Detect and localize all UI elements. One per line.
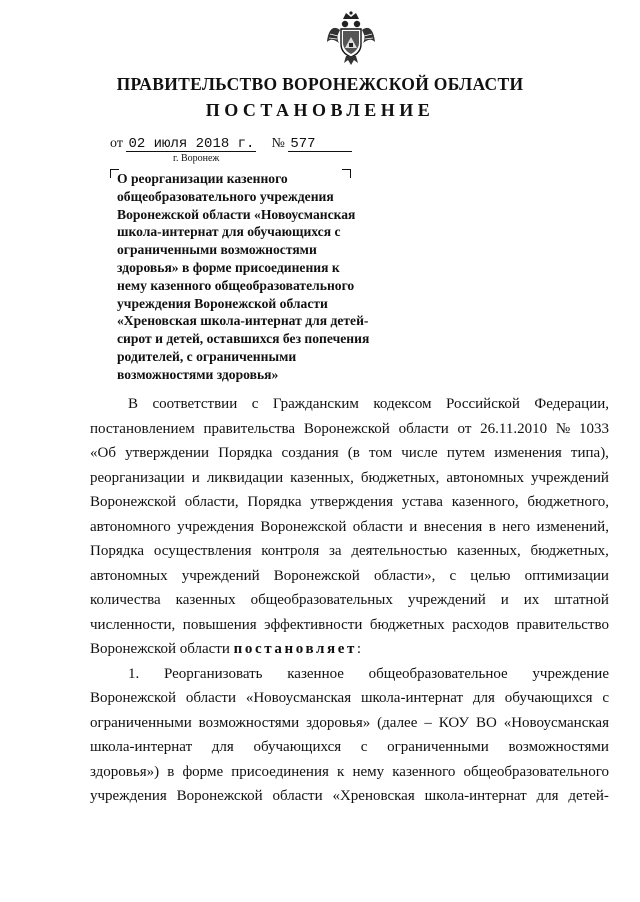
word: автономных (446, 469, 524, 486)
word: осуществления (153, 543, 252, 559)
word: (далее (377, 714, 418, 731)
justified-line (90, 515, 609, 540)
word: Воронежской (176, 788, 263, 804)
word: казенного, (451, 494, 519, 510)
justified-line (90, 564, 609, 589)
word: нему (352, 763, 385, 780)
justified-line (90, 735, 609, 760)
word: за (329, 543, 342, 559)
date-number-line (110, 136, 352, 152)
word: Федерации, (534, 396, 609, 412)
word: с (449, 567, 457, 584)
word: Порядка (90, 543, 145, 559)
word: казенных, (290, 469, 354, 486)
word: Гражданским (272, 396, 359, 412)
document-date: 02 июля 2018 г. (128, 136, 255, 152)
word: Воронежской (273, 567, 360, 584)
word: утверждении (125, 445, 210, 461)
word: обучающихся (504, 690, 593, 706)
word: области, (184, 494, 239, 510)
word: Порядка (247, 494, 302, 510)
word: области», (373, 567, 436, 584)
word: общеобразовательных (250, 592, 393, 608)
justified-line (90, 662, 609, 687)
resolution-colon: : (356, 641, 362, 657)
word: изменения (494, 445, 562, 461)
justified-line (90, 711, 609, 736)
word: изменений, (536, 518, 609, 535)
word: для (211, 739, 234, 755)
word: области (398, 420, 449, 437)
justified-line (90, 686, 609, 711)
word: «Новоусманская (245, 690, 352, 706)
subject-line: здоровья» в форме присоединения к (117, 259, 340, 275)
word: общеобразовательного (463, 763, 609, 780)
word: целью (470, 567, 511, 584)
word: Реорганизовать (163, 665, 263, 682)
word: автономного (90, 518, 171, 535)
word: для (536, 788, 559, 804)
justified-line (90, 613, 609, 638)
justified-line (90, 784, 609, 809)
word: области (272, 788, 323, 804)
word: «Новоусманская (503, 714, 609, 731)
word: казенных (175, 592, 236, 608)
word: автономных (90, 567, 168, 584)
word: от (457, 420, 472, 437)
subject-line: О реорганизации казенного (117, 171, 288, 186)
organization-title: ПРАВИТЕЛЬСТВО ВОРОНЕЖСКОЙ ОБЛАСТИ (116, 74, 524, 94)
word: присоединения (231, 763, 329, 780)
word: внесения (423, 518, 483, 535)
word: и (191, 469, 200, 486)
word: учреждений (531, 469, 609, 486)
city-label: г. Воронеж (173, 153, 220, 164)
word: возможностями (198, 714, 300, 731)
document-number: 577 (288, 137, 352, 152)
document-type-title: ПОСТАНОВЛЕНИЕ (205, 100, 435, 120)
subject-line: общеобразовательного учреждения (117, 188, 334, 204)
justified-line (90, 441, 609, 466)
word: с (251, 396, 259, 412)
word: для (472, 690, 495, 706)
word: бюджетных, (530, 543, 609, 559)
word: Воронежской (90, 494, 176, 510)
justified-line (90, 392, 609, 417)
word: казенное (287, 665, 344, 682)
word: области (185, 690, 236, 706)
word: форме (182, 763, 224, 780)
word: в (488, 518, 496, 535)
subject-line: нему казенного общеобразовательного (117, 277, 355, 293)
word: и (500, 592, 509, 608)
subject-line: родителей, с ограниченными (117, 348, 297, 364)
word: области (352, 518, 403, 535)
word: в (167, 763, 175, 780)
word: правительства (203, 420, 296, 437)
word: КОУ (438, 714, 469, 731)
resolution-prefix: Воронежской области (90, 641, 234, 657)
word: – (424, 714, 432, 731)
word: реорганизации (90, 469, 185, 486)
word: и (409, 518, 418, 535)
word: устава (401, 494, 443, 510)
word: путем (446, 445, 486, 461)
word: утверждения (310, 494, 394, 510)
word: казенных, (457, 543, 521, 559)
word: учреждений (181, 567, 260, 584)
word: «Об (90, 445, 116, 461)
word: № (555, 420, 571, 437)
word: 26.11.2010 (480, 420, 548, 437)
word: учреждение (532, 665, 609, 682)
subject-line: учреждения Воронежской области (117, 295, 328, 311)
word: 1033 (578, 420, 609, 437)
word: численности, (90, 616, 176, 633)
word: ограниченными (90, 714, 192, 731)
resolution-line (90, 637, 609, 662)
word: него (502, 518, 531, 535)
justified-line (90, 588, 609, 613)
number-prefix: № (271, 136, 285, 151)
word: числе (401, 445, 438, 461)
word: типа), (570, 445, 609, 461)
justified-line (90, 539, 609, 564)
word: Порядка (218, 445, 273, 461)
word: учреждения (177, 518, 254, 535)
word: бюджетных (369, 616, 445, 633)
word: Российской (446, 396, 520, 412)
justified-line (90, 490, 609, 515)
resolution-keyword: постановляет (233, 641, 357, 657)
word: ограниченными (387, 739, 489, 755)
word: расходов (452, 616, 509, 633)
word: контроля (261, 543, 320, 559)
justified-line (90, 466, 609, 491)
coat-of-arms-icon (326, 10, 376, 68)
subject-block (117, 170, 407, 384)
word: В (128, 396, 139, 412)
preamble-paragraph (90, 392, 609, 662)
subject-line: ограниченными возможностями (117, 242, 317, 258)
justified-line (90, 417, 609, 442)
word: школа-интернат (90, 739, 193, 755)
word: обучающихся (253, 739, 342, 755)
word: создания (281, 445, 339, 461)
word: Воронежской (90, 690, 176, 706)
word: здоровья») (90, 763, 160, 780)
word: Воронежской (260, 518, 347, 535)
word: возможностями (508, 739, 609, 755)
word: учреждения (90, 788, 167, 804)
word: постановлением (90, 420, 195, 437)
word: том (369, 445, 393, 461)
word: количества (90, 592, 161, 608)
word: к (337, 763, 345, 780)
word: деятельностью (351, 543, 448, 559)
word: общеобразовательное (368, 665, 508, 682)
word: ВО (475, 714, 497, 731)
document-body (90, 392, 609, 809)
word: повышения (182, 616, 257, 633)
word: 1. (128, 665, 140, 682)
word: бюджетных, (360, 469, 440, 486)
word: кодексом (373, 396, 432, 412)
word: (в (347, 445, 360, 461)
word: Воронежской (303, 420, 390, 437)
date-prefix: от (110, 136, 123, 151)
justified-line (90, 760, 609, 785)
word: учреждений (407, 592, 486, 608)
word: эффективности (264, 616, 363, 633)
subject-line: «Хреновская школа-интернат для детей- (117, 313, 369, 329)
word: бюджетного, (527, 494, 609, 510)
subject-line: Воронежской области «Новоусманская (117, 206, 356, 222)
word: казенного (392, 763, 456, 780)
subject-line: возможностями здоровья» (117, 366, 279, 382)
word: их (523, 592, 540, 608)
word: с (360, 739, 368, 755)
word: ликвидации (206, 469, 284, 486)
word: штатной (554, 592, 609, 608)
word: правительство (516, 616, 609, 633)
clause-1-paragraph (90, 662, 609, 809)
word: детей- (568, 788, 609, 804)
word: «Хреновская (332, 788, 415, 804)
word: оптимизации (524, 567, 609, 584)
word: с (602, 690, 609, 706)
word: здоровья» (306, 714, 371, 731)
word: соответствии (152, 396, 238, 412)
subject-line: сирот и детей, оставшихся без попечения (117, 331, 370, 347)
word: школа-интернат (360, 690, 464, 706)
word: школа-интернат (424, 788, 527, 804)
subject-line: школа-интернат для обучающихся с (117, 224, 341, 240)
